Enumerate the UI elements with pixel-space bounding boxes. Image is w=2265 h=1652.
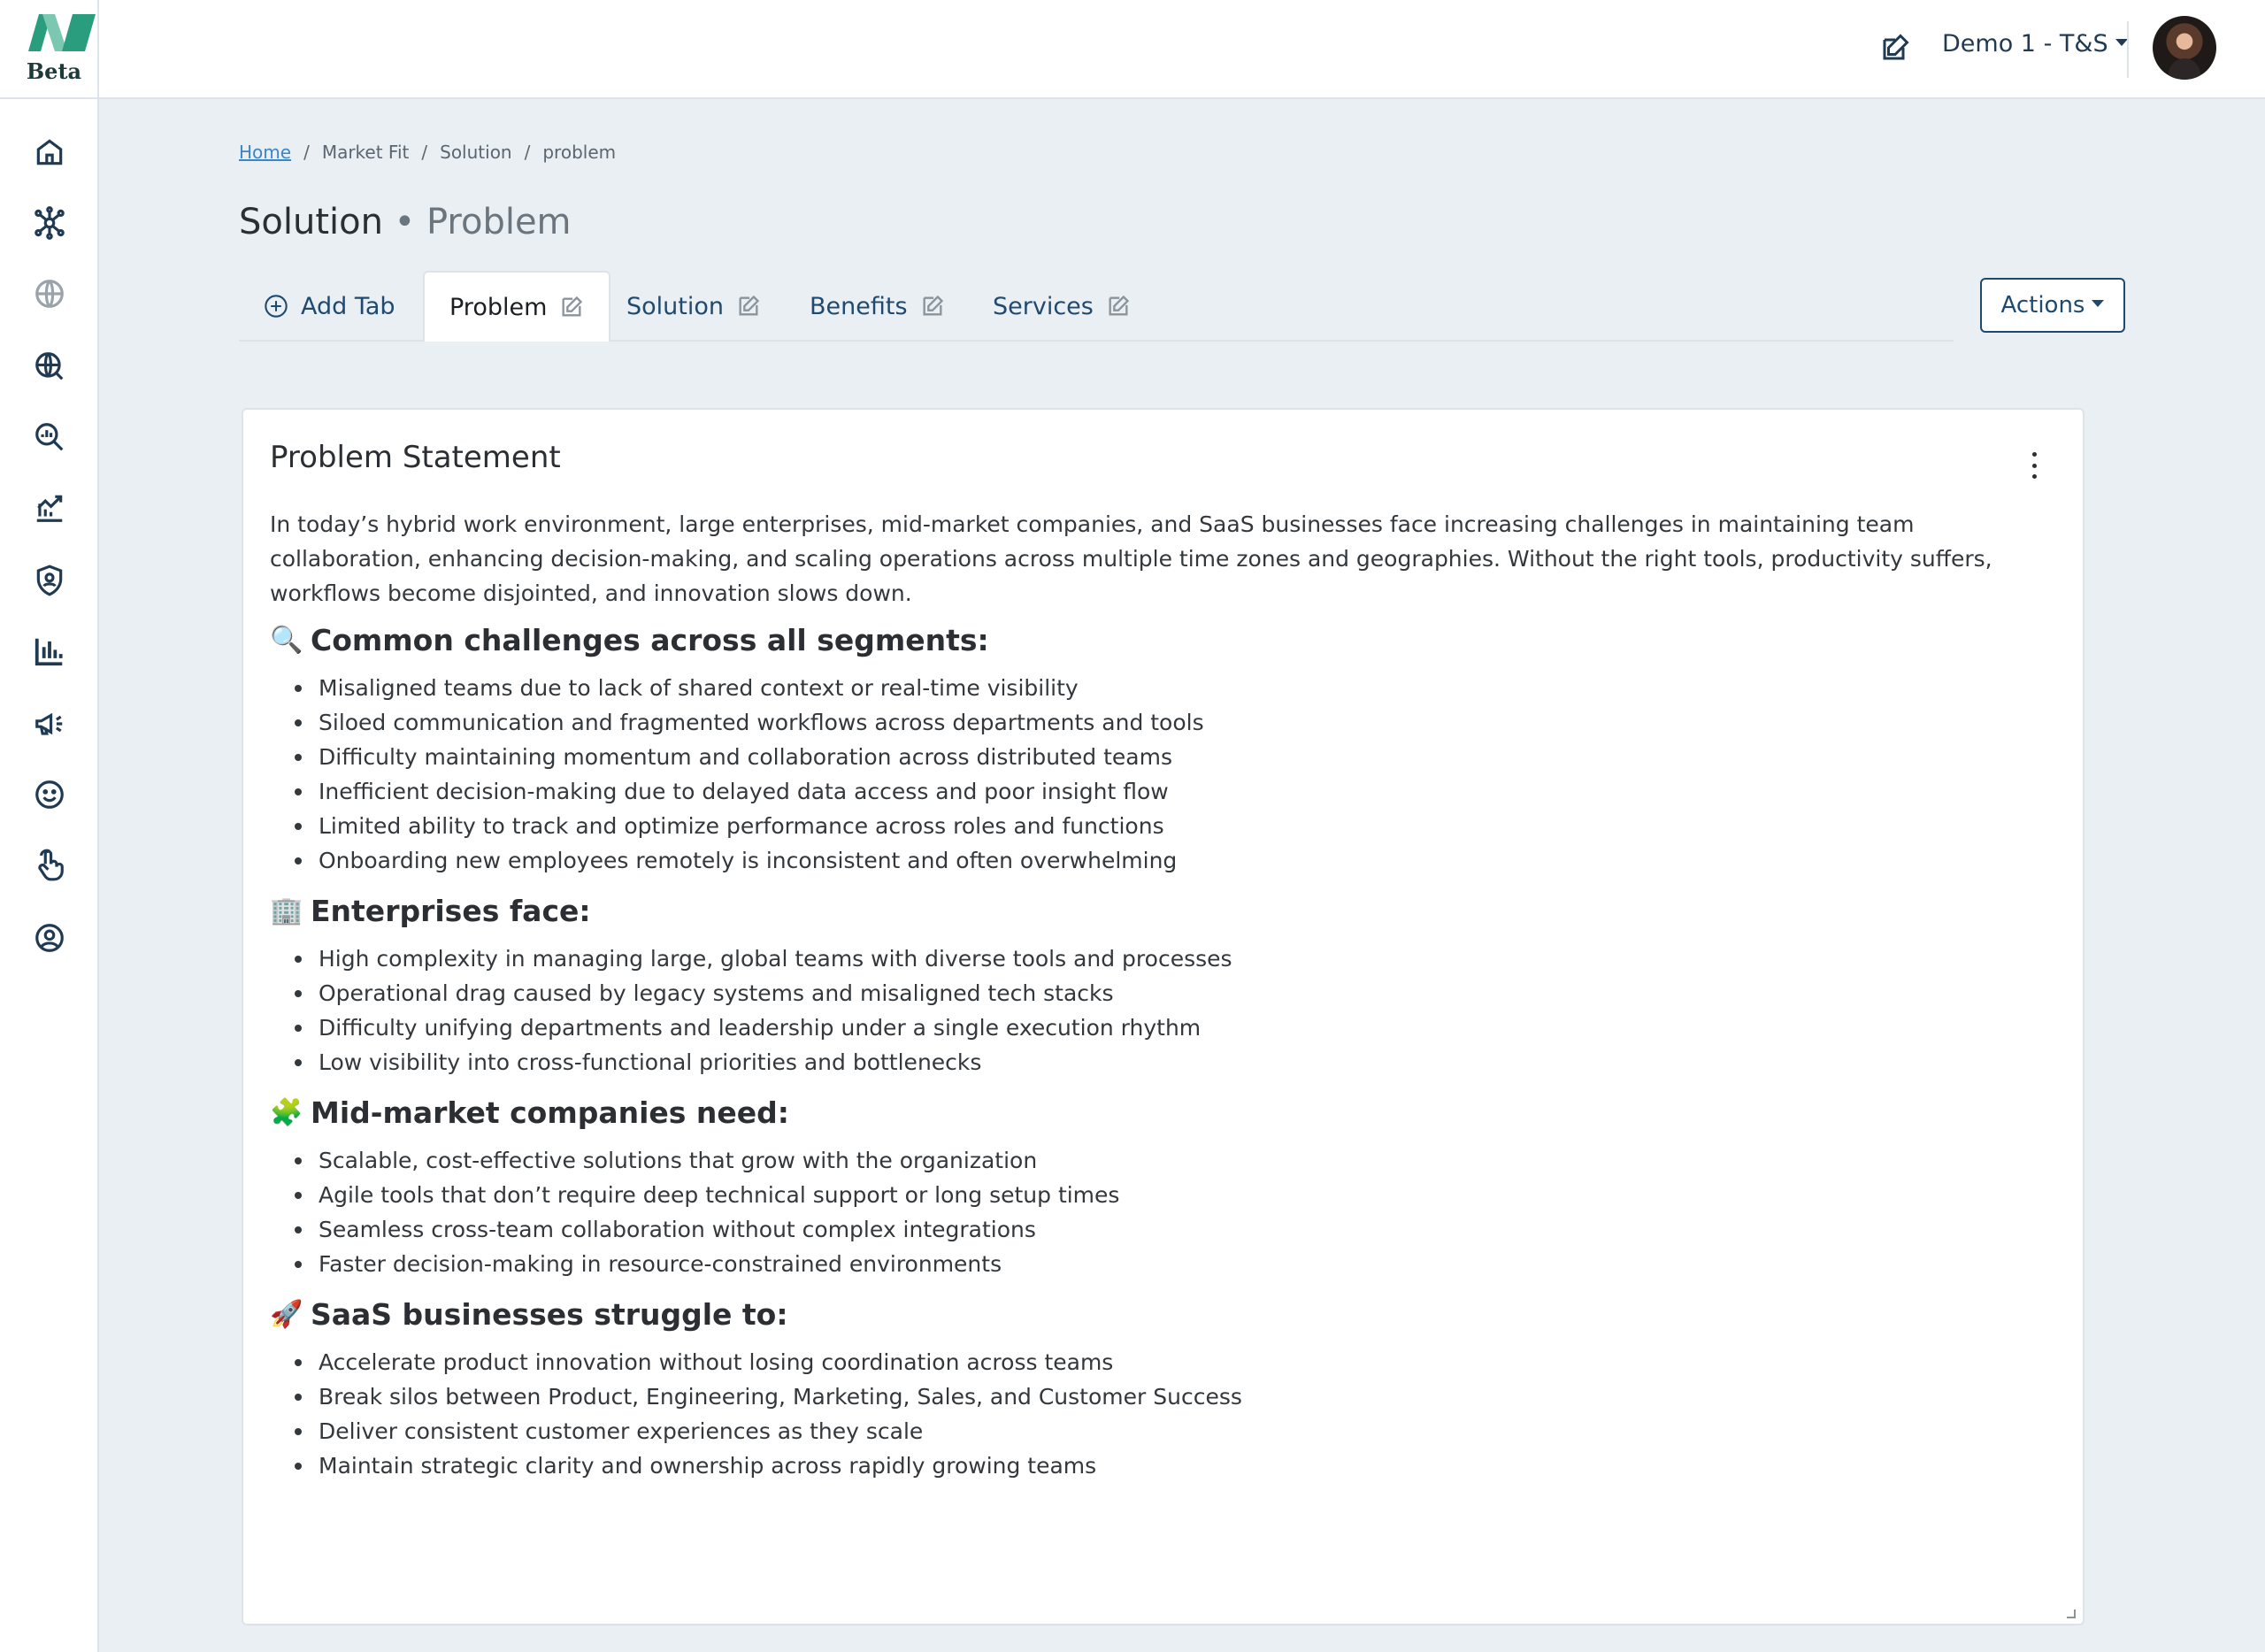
sidebar-item-globe[interactable] — [27, 271, 73, 317]
section-heading — [270, 621, 2057, 660]
intro-paragraph: In today’s hybrid work environment, large enterprises, mid-market companies, and SaaS businesses face increasing challenges in maintaining team collaboration, enhancing decision-making, and scaling operations across multiple time zones and geographies. Without the right tools, productivity suffers, workflows become disjointed, and innovation slows down. — [270, 511, 1992, 606]
bullet-list — [295, 671, 2057, 878]
breadcrumb-separator: / — [524, 142, 531, 163]
list-item: Siloed communication and fragmented workflows across departments and tools — [295, 705, 2057, 740]
sidebar-item-trends[interactable] — [27, 485, 73, 531]
section-heading-text: SaaS businesses struggle to: — [311, 1297, 788, 1332]
bar-chart-icon — [33, 634, 66, 668]
list-item: Misaligned teams due to lack of shared context or real-time visibility — [295, 671, 2057, 705]
list-item: Difficulty maintaining momentum and collaboration across distributed teams — [295, 740, 2057, 774]
breadcrumb-separator: / — [421, 142, 428, 163]
list-item: Break silos between Product, Engineering, Marketing, Sales, and Customer Success — [295, 1379, 2057, 1414]
sidebar-item-analytics[interactable] — [27, 628, 73, 674]
sidebar-item-home[interactable] — [27, 129, 73, 175]
logo[interactable] — [0, 0, 99, 99]
breadcrumb — [239, 142, 616, 163]
tab-label: Benefits — [810, 292, 908, 320]
trend-icon — [33, 491, 66, 525]
section-heading — [270, 1094, 2057, 1133]
tab-benefits[interactable] — [785, 271, 970, 342]
sidebar — [0, 99, 99, 1652]
list-item: Faster decision-making in resource-constrained environments — [295, 1247, 2057, 1281]
edit-icon[interactable] — [920, 294, 945, 319]
list-item: Difficulty unifying departments and leadership under a single execution rhythm — [295, 1010, 2057, 1045]
list-item: Accelerate product innovation without losing coordination across teams — [295, 1345, 2057, 1379]
megaphone-icon — [33, 707, 66, 741]
avatar[interactable] — [2153, 16, 2216, 80]
section-heading-text: Mid-market companies need: — [311, 1095, 790, 1130]
section-heading — [270, 1295, 2057, 1334]
tab-bar — [239, 271, 1954, 342]
list-item: Limited ability to track and optimize performance across roles and functions — [295, 809, 2057, 843]
tab-label: Services — [993, 292, 1094, 320]
list-item: Low visibility into cross-functional priorities and bottlenecks — [295, 1045, 2057, 1080]
puzzle-icon: 🧩 — [270, 1097, 303, 1128]
workspace-dropdown[interactable] — [1942, 30, 2128, 58]
network-icon — [33, 206, 66, 240]
beta-label: Beta — [26, 58, 82, 84]
list-item: Seamless cross-team collaboration without complex integrations — [295, 1212, 2057, 1247]
globe-search-icon — [33, 350, 66, 383]
more-options-icon[interactable] — [2025, 452, 2043, 479]
home-icon — [33, 135, 66, 169]
search-chart-icon — [33, 420, 66, 454]
bullet-list — [295, 941, 2057, 1080]
card-body[interactable] — [270, 507, 2057, 1497]
actions-label: Actions — [2000, 292, 2085, 319]
list-item: Inefficient decision-making due to delayed data access and poor insight flow — [295, 774, 2057, 809]
smile-icon — [33, 778, 66, 811]
globe-icon — [33, 277, 66, 311]
page-title — [239, 202, 572, 242]
tab-solution[interactable] — [602, 271, 786, 342]
sidebar-item-search-analytics[interactable] — [27, 414, 73, 460]
sidebar-item-campaigns[interactable] — [27, 701, 73, 747]
chevron-down-icon — [2092, 300, 2104, 307]
shield-icon — [33, 564, 66, 597]
sidebar-item-interactions[interactable] — [27, 842, 73, 888]
magnifier-icon: 🔍 — [270, 625, 303, 656]
tab-label: Solution — [626, 292, 724, 320]
add-tab-button[interactable] — [239, 271, 420, 342]
page-title-sub: • Problem — [394, 202, 572, 242]
breadcrumb-item: problem — [542, 142, 617, 163]
sidebar-item-network[interactable] — [27, 200, 73, 246]
section-heading-text: Common challenges across all segments: — [311, 623, 989, 657]
section-heading-text: Enterprises face: — [311, 894, 591, 928]
workspace-label: Demo 1 - T&S — [1942, 30, 2108, 58]
edit-icon[interactable] — [559, 295, 584, 319]
tab-problem[interactable] — [423, 271, 610, 342]
breadcrumb-separator: / — [303, 142, 310, 163]
edit-icon[interactable] — [736, 294, 761, 319]
user-circle-icon — [33, 921, 66, 955]
tab-label: Problem — [449, 293, 548, 321]
problem-statement-card — [242, 408, 2085, 1625]
list-item: Scalable, cost-effective solutions that grow with the organization — [295, 1143, 2057, 1178]
edit-icon[interactable] — [1879, 32, 1911, 64]
sidebar-item-security[interactable] — [27, 557, 73, 603]
resize-handle-icon[interactable] — [2067, 1610, 2076, 1618]
list-item: Agile tools that don’t require deep technical support or long setup times — [295, 1178, 2057, 1212]
office-building-icon: 🏢 — [270, 895, 303, 926]
top-bar — [0, 0, 2265, 99]
list-item: Deliver consistent customer experiences as they scale — [295, 1414, 2057, 1448]
chevron-down-icon — [2115, 39, 2128, 46]
actions-button[interactable] — [1980, 278, 2125, 333]
section-heading — [270, 892, 2057, 931]
rocket-icon: 🚀 — [270, 1299, 303, 1330]
bullet-list — [295, 1345, 2057, 1483]
plus-circle-icon — [264, 294, 288, 319]
breadcrumb-item: Solution — [440, 142, 512, 163]
sidebar-item-globe-search[interactable] — [27, 343, 73, 389]
list-item: High complexity in managing large, global teams with diverse tools and processes — [295, 941, 2057, 976]
page-title-main: Solution — [239, 202, 383, 242]
tab-services[interactable] — [968, 271, 1156, 342]
sidebar-item-profile[interactable] — [27, 915, 73, 961]
divider — [2127, 21, 2129, 78]
breadcrumb-item: Market Fit — [321, 142, 410, 163]
card-title: Problem Statement — [270, 440, 561, 475]
list-item: Maintain strategic clarity and ownership across rapidly growing teams — [295, 1448, 2057, 1483]
breadcrumb-home-link[interactable]: Home — [239, 142, 292, 163]
sidebar-item-feedback[interactable] — [27, 772, 73, 818]
edit-icon[interactable] — [1106, 294, 1131, 319]
list-item: Operational drag caused by legacy systems and misaligned tech stacks — [295, 976, 2057, 1010]
add-tab-label: Add Tab — [301, 292, 395, 320]
bullet-list — [295, 1143, 2057, 1281]
pointer-icon — [33, 849, 66, 882]
list-item: Onboarding new employees remotely is inconsistent and often overwhelming — [295, 843, 2057, 878]
brand-logo-icon — [27, 12, 97, 53]
